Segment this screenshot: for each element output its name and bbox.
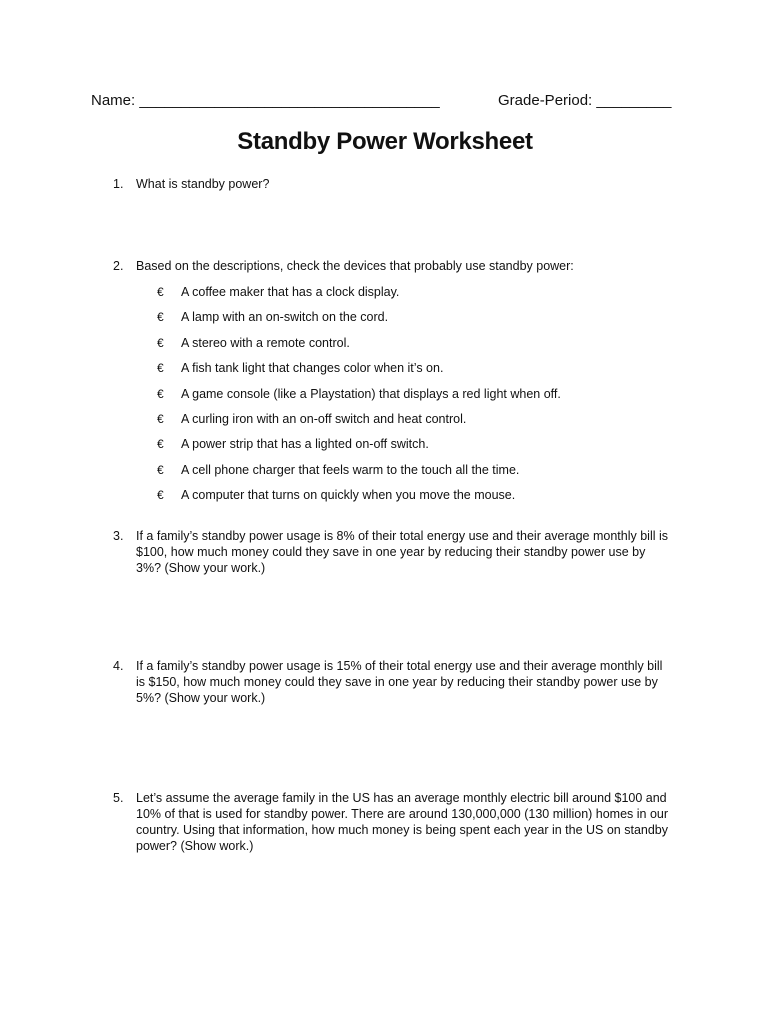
checklist-item — [157, 487, 657, 512]
checkbox-icon[interactable]: € — [157, 335, 164, 350]
question-text: If a family’s standby power usage is 15% of their total energy use and their average monthly bill is $150, how much money could they save in one year by reducing their standby power use by 5%? (Show your work.) — [136, 659, 663, 705]
checkbox-icon[interactable]: € — [157, 411, 164, 426]
checklist-item — [157, 411, 657, 436]
checkbox-icon[interactable]: € — [157, 488, 164, 503]
question-number: 2. — [113, 259, 124, 273]
question-text: If a family’s standby power usage is 8% of their total energy use and their average monthly bill is $100, how much money could they save in one year by reducing their standby power use by 3%? (Show your work.) — [136, 529, 668, 575]
question-text: Based on the descriptions, check the devices that probably use standby power: — [136, 259, 574, 273]
checklist-item — [157, 436, 657, 461]
checklist-item — [157, 284, 657, 309]
question-number: 5. — [113, 791, 124, 805]
checklist-item — [157, 386, 657, 411]
checkbox-icon[interactable]: € — [157, 386, 164, 401]
question-text: What is standby power? — [136, 177, 270, 191]
question-number: 4. — [113, 659, 124, 673]
question-number: 3. — [113, 529, 124, 543]
name-field: Name: ____________________________________ — [91, 92, 440, 109]
header-row — [91, 92, 681, 114]
checklist-item-label: A power strip that has a lighted on-off switch. — [181, 437, 429, 452]
checklist-item — [157, 360, 657, 385]
device-checklist — [157, 284, 657, 513]
checklist-item-label: A lamp with an on-switch on the cord. — [181, 310, 389, 325]
checkbox-icon[interactable]: € — [157, 462, 164, 477]
checklist-item-label: A computer that turns on quickly when you move the mouse. — [181, 488, 516, 503]
checkbox-icon[interactable]: € — [157, 310, 164, 325]
checklist-item-label: A game console (like a Playstation) that displays a red light when off. — [181, 386, 561, 401]
checkbox-icon[interactable]: € — [157, 437, 164, 452]
checklist-item — [157, 335, 657, 360]
checklist-item — [157, 462, 657, 487]
grade-period-field: Grade-Period: _________ — [498, 92, 672, 109]
checklist-item-label: A coffee maker that has a clock display. — [181, 285, 400, 299]
checklist-item — [157, 309, 657, 334]
checkbox-icon[interactable]: € — [157, 361, 164, 376]
question-number: 1. — [113, 177, 124, 191]
checklist-item-label: A stereo with a remote control. — [181, 335, 350, 350]
checklist-item-label: A cell phone charger that feels warm to the touch all the time. — [181, 462, 520, 477]
checklist-item-label: A curling iron with an on-off switch and heat control. — [181, 411, 467, 426]
page-title: Standby Power Worksheet — [237, 128, 533, 155]
checkbox-icon[interactable]: € — [157, 285, 164, 299]
checklist-item-label: A fish tank light that changes color when it’s on. — [181, 361, 444, 376]
question-text: Let’s assume the average family in the US has an average monthly electric bill around $100 and 10% of that is used for standby power. There are around 130,000,000 (130 million) homes in our country. Using that information, how much money is being spent each year in the US on standby power? (Show work.) — [136, 791, 669, 853]
